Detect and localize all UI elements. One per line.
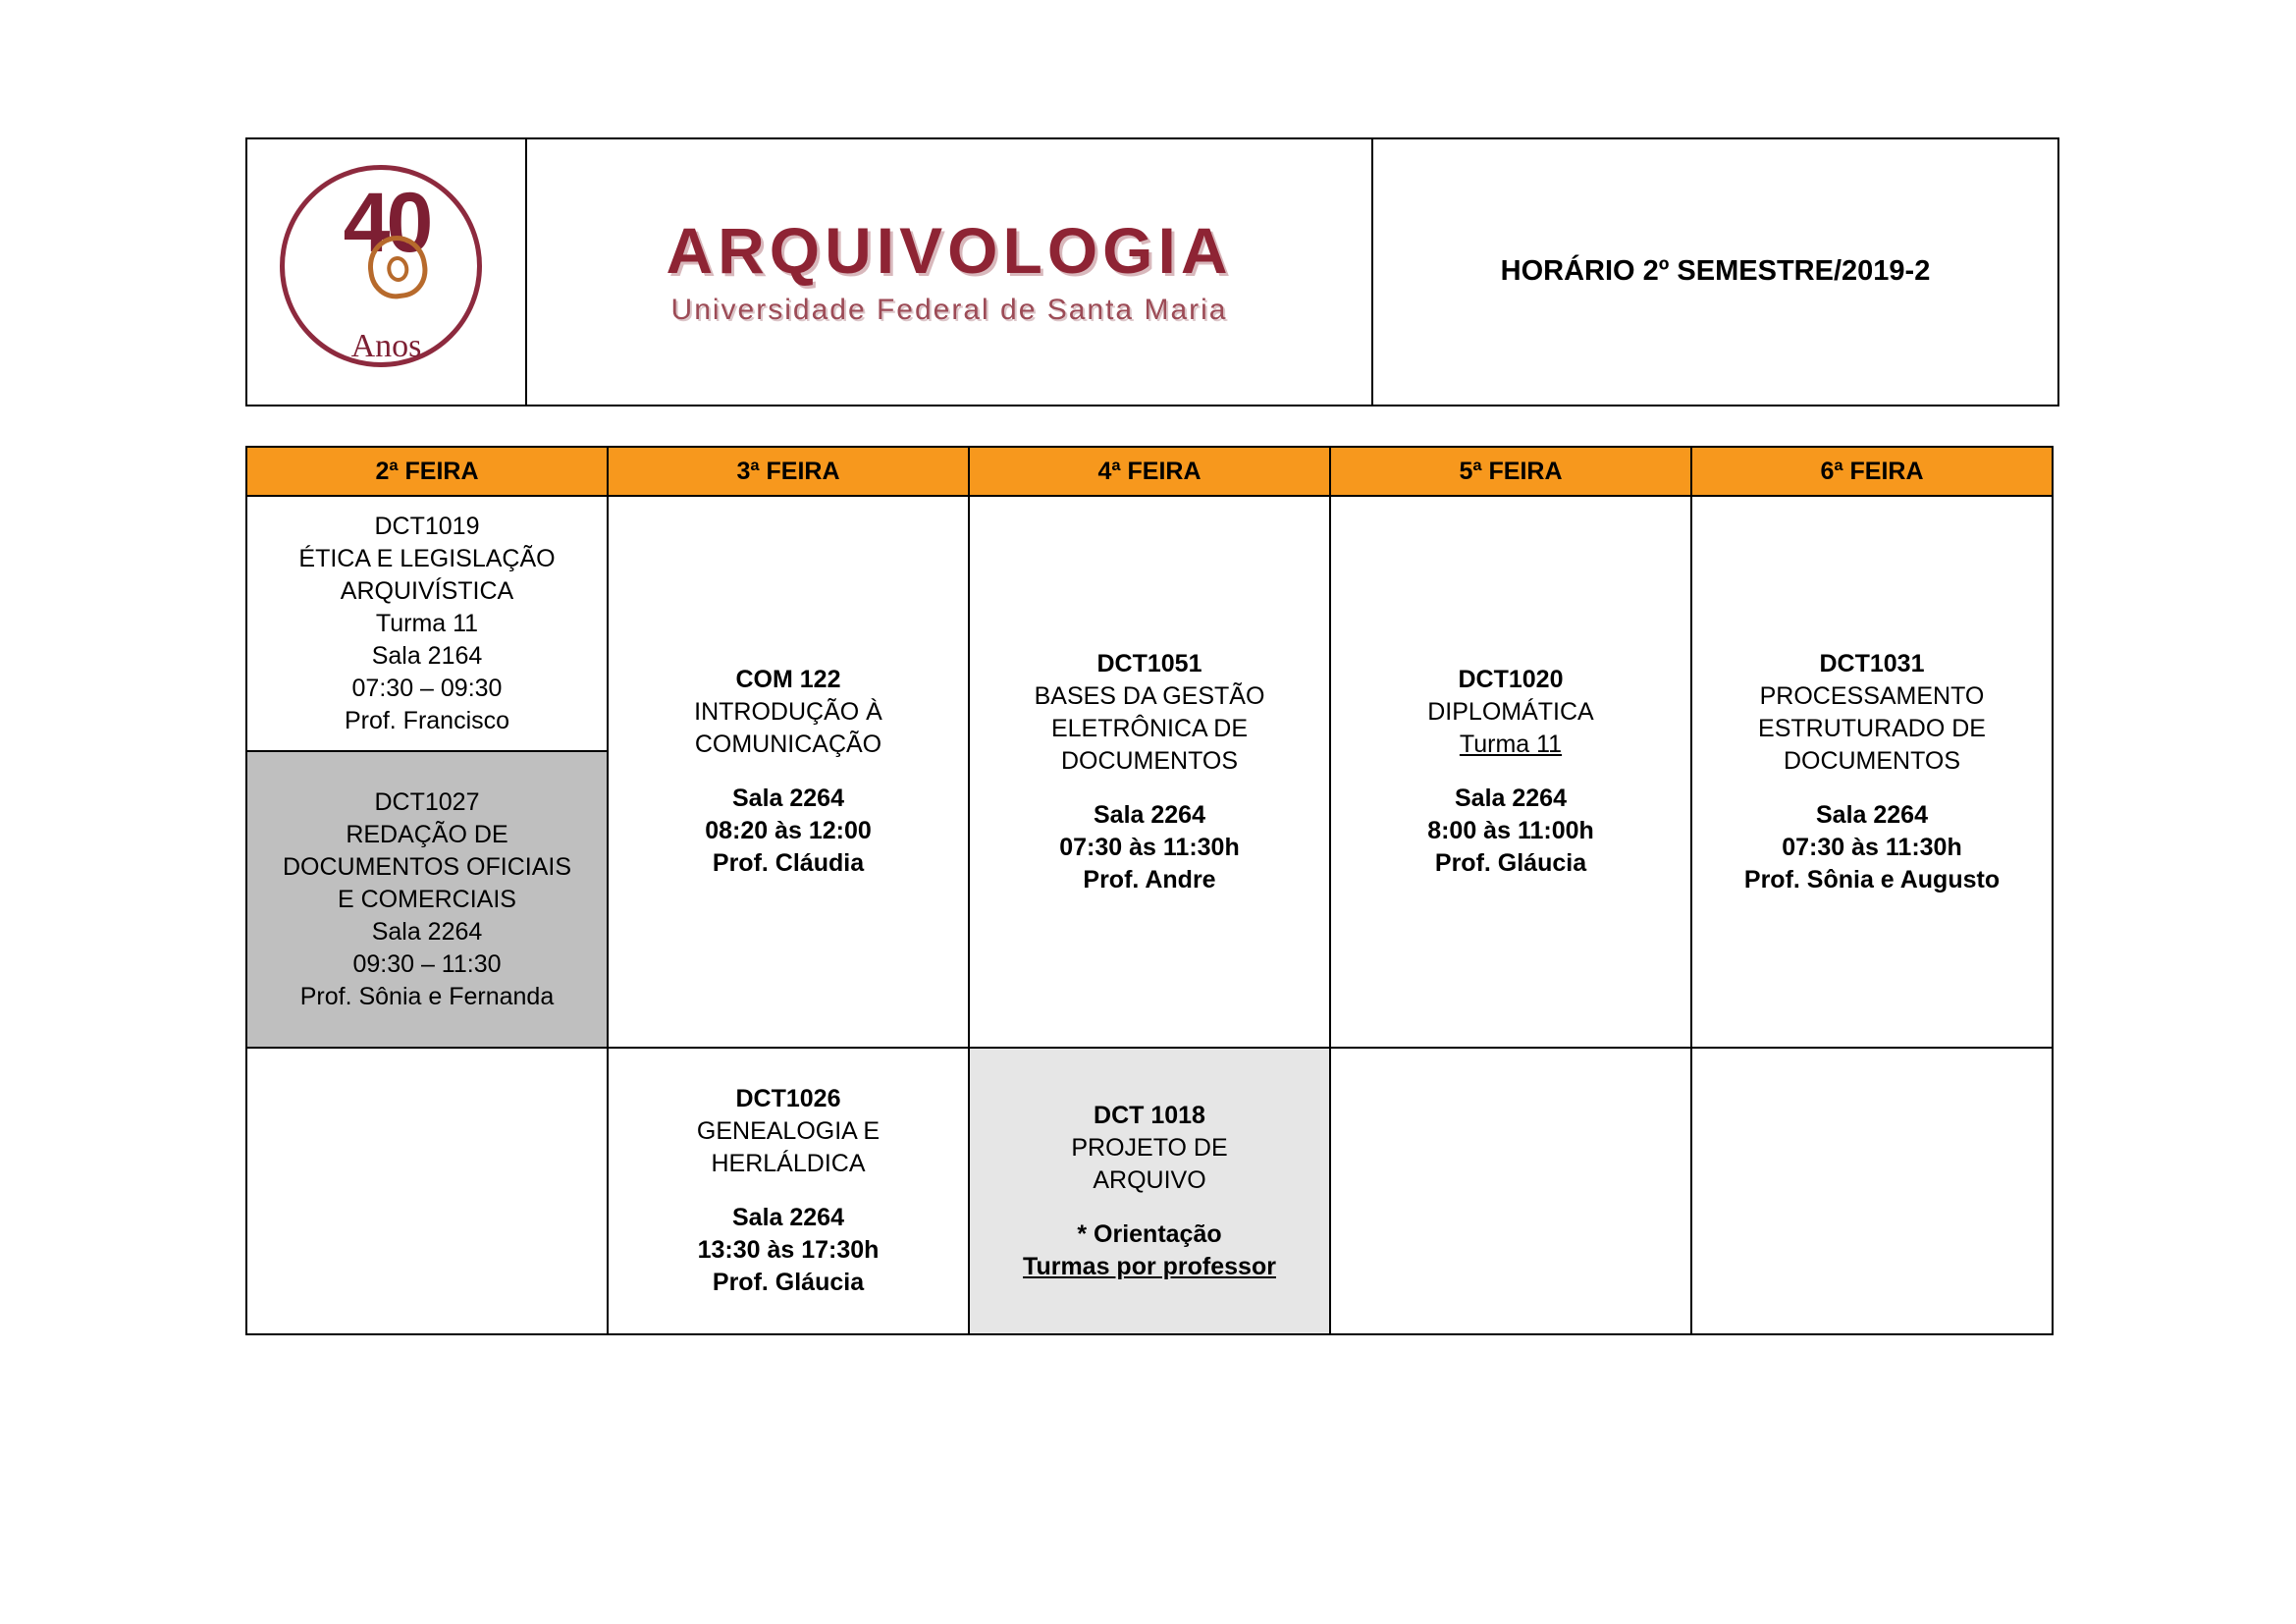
class-dct1031 bbox=[1692, 634, 2052, 910]
cell-friday-morning bbox=[1691, 496, 2053, 1048]
weekday-header-monday: 2ª FEIRA bbox=[246, 447, 608, 496]
brand-title: ARQUIVOLOGIA bbox=[666, 214, 1233, 288]
class-time: 08:20 às 12:00 bbox=[705, 817, 872, 844]
class-name-line: DOCUMENTOS bbox=[1783, 746, 1961, 775]
class-code: DCT1027 bbox=[374, 787, 480, 816]
class-turma: Turma 11 bbox=[1459, 731, 1563, 758]
class-room: Sala 2264 bbox=[1816, 800, 1928, 829]
class-professor: Prof. Cláudia bbox=[712, 849, 865, 877]
weekday-header-friday: 6ª FEIRA bbox=[1691, 447, 2053, 496]
class-dct1018 bbox=[970, 1086, 1329, 1297]
class-room: Sala 2164 bbox=[371, 641, 483, 670]
class-time: 09:30 – 11:30 bbox=[352, 949, 502, 978]
class-dct1019 bbox=[247, 497, 607, 750]
cell-tuesday-afternoon bbox=[608, 1048, 969, 1334]
cell-monday-morning bbox=[246, 496, 608, 1048]
class-code: DCT1020 bbox=[1458, 666, 1564, 693]
cell-wednesday-afternoon bbox=[969, 1048, 1330, 1334]
logo-word: Anos bbox=[350, 328, 422, 364]
class-dct1020 bbox=[1331, 650, 1690, 893]
weekday-header-tuesday: 3ª FEIRA bbox=[608, 447, 969, 496]
schedule-row-morning bbox=[246, 496, 2053, 1048]
cell-wednesday-morning bbox=[969, 496, 1330, 1048]
brand-subtitle: Universidade Federal de Santa Maria bbox=[670, 293, 1228, 326]
class-dct1051 bbox=[970, 634, 1329, 910]
class-name-line: E COMERCIAIS bbox=[338, 885, 516, 913]
class-note-secondary: Turmas por professor bbox=[1023, 1252, 1276, 1280]
class-name-line: GENEALOGIA E bbox=[696, 1117, 881, 1145]
class-time: 07:30 às 11:30h bbox=[1059, 833, 1240, 861]
empty-slot bbox=[1692, 1177, 2052, 1205]
schedule-sheet bbox=[245, 137, 2052, 1335]
cell-thursday-afternoon bbox=[1330, 1048, 1691, 1334]
class-name-line: PROCESSAMENTO bbox=[1759, 681, 1985, 710]
class-room: Sala 2264 bbox=[371, 917, 483, 946]
class-name-line: ARQUIVO bbox=[1093, 1165, 1206, 1194]
class-name-line: ARQUIVÍSTICA bbox=[340, 576, 514, 605]
weekday-header-thursday: 5ª FEIRA bbox=[1330, 447, 1691, 496]
class-name-line: ÉTICA E LEGISLAÇÃO bbox=[298, 544, 556, 572]
class-name-line: DOCUMENTOS OFICIAIS bbox=[282, 852, 571, 881]
class-time: 8:00 às 11:00h bbox=[1427, 817, 1594, 844]
document-title-cell bbox=[1372, 138, 2058, 406]
cell-friday-afternoon bbox=[1691, 1048, 2053, 1334]
schedule-row-afternoon bbox=[246, 1048, 2053, 1334]
class-professor: Prof. Andre bbox=[1083, 865, 1216, 893]
class-note: * Orientação bbox=[1077, 1219, 1222, 1248]
class-code: DCT 1018 bbox=[1094, 1101, 1205, 1129]
class-code: DCT1026 bbox=[735, 1085, 841, 1112]
class-code: DCT1051 bbox=[1096, 649, 1202, 677]
class-name-line: ESTRUTURADO DE bbox=[1758, 714, 1986, 742]
class-professor: Prof. Gláucia bbox=[712, 1269, 865, 1296]
class-name-line: HERLÁLDICA bbox=[711, 1150, 866, 1177]
cell-monday-afternoon bbox=[246, 1048, 608, 1334]
class-room: Sala 2264 bbox=[732, 785, 844, 812]
weekday-header-wednesday: 4ª FEIRA bbox=[969, 447, 1330, 496]
empty-slot bbox=[1331, 1177, 1690, 1205]
class-time: 13:30 às 17:30h bbox=[697, 1236, 880, 1264]
class-professor: Prof. Gláucia bbox=[1434, 849, 1587, 877]
class-room: Sala 2264 bbox=[732, 1204, 844, 1231]
class-professor: Prof. Sônia e Augusto bbox=[1743, 865, 2001, 893]
class-time: 07:30 às 11:30h bbox=[1782, 833, 1962, 861]
class-name-line: ELETRÔNICA DE bbox=[1050, 714, 1249, 742]
logo-cell bbox=[246, 138, 526, 406]
class-professor: Prof. Sônia e Fernanda bbox=[299, 982, 555, 1010]
brand-cell bbox=[526, 138, 1372, 406]
class-name-line: PROJETO DE bbox=[1071, 1133, 1228, 1162]
class-name-line: REDAÇÃO DE bbox=[346, 820, 508, 848]
class-dct1026 bbox=[609, 1069, 968, 1313]
class-time: 07:30 – 09:30 bbox=[351, 674, 503, 702]
header-table bbox=[245, 137, 2059, 406]
cell-tuesday-morning bbox=[608, 496, 969, 1048]
class-name-line: INTRODUÇÃO À bbox=[694, 698, 882, 726]
class-room: Sala 2264 bbox=[1094, 800, 1205, 829]
class-professor: Prof. Francisco bbox=[344, 706, 510, 734]
class-code: DCT1019 bbox=[374, 512, 480, 540]
class-dct1027 bbox=[247, 750, 607, 1047]
logo-number: 40 bbox=[343, 176, 430, 270]
page-title: HORÁRIO 2º SEMESTRE/2019-2 bbox=[1500, 255, 1931, 288]
40-anos-logo bbox=[274, 159, 500, 385]
class-turma: Turma 11 bbox=[375, 609, 479, 637]
class-com122 bbox=[609, 650, 968, 893]
class-code: DCT1031 bbox=[1819, 649, 1925, 677]
class-name-line: DIPLOMÁTICA bbox=[1427, 698, 1594, 726]
class-code: COM 122 bbox=[735, 666, 841, 693]
class-name-line: COMUNICAÇÃO bbox=[694, 731, 882, 758]
weekday-header-row bbox=[246, 447, 2053, 496]
class-name-line: BASES DA GESTÃO bbox=[1034, 681, 1265, 710]
cell-thursday-morning bbox=[1330, 496, 1691, 1048]
class-room: Sala 2264 bbox=[1455, 785, 1567, 812]
empty-slot bbox=[247, 1177, 607, 1205]
class-name-line: DOCUMENTOS bbox=[1060, 746, 1239, 775]
schedule-grid bbox=[245, 446, 2054, 1335]
